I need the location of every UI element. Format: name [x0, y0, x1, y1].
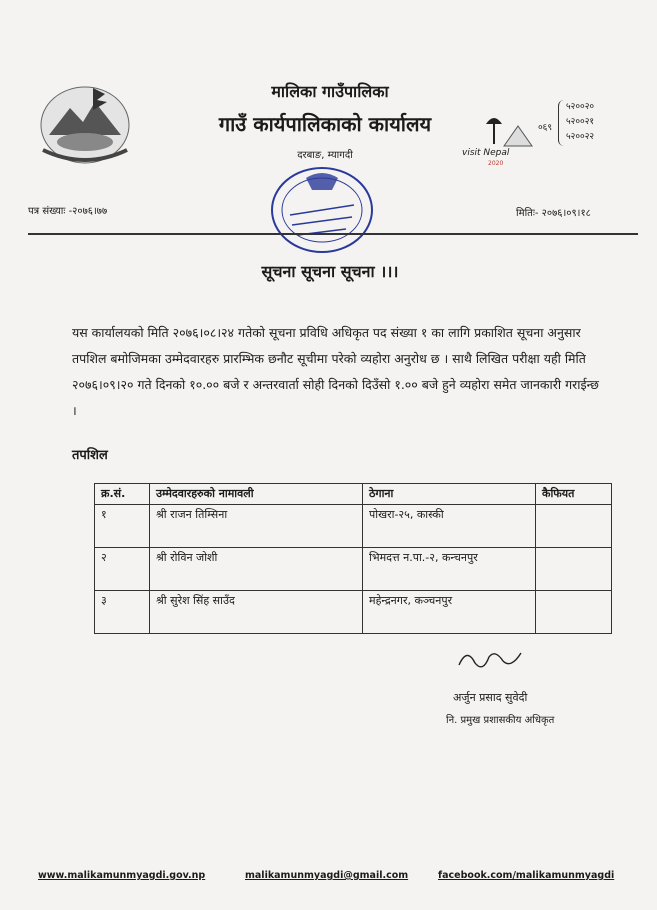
signatory-name: अर्जुन प्रसाद सुवेदी	[453, 691, 528, 704]
office-location: दरबाङ, म्यागदी	[297, 150, 353, 161]
phone-number: ५२००२२	[566, 132, 595, 142]
cell-remark	[536, 591, 612, 634]
notice-body: यस कार्यालयको मिति २०७६।०८।२४ गतेको सूचना प्रविधि अधिकृत पद संख्या १ का लागि प्रकाशित सूचना अनुसार तपशिल बमोजिमका उम्मेदवारहरु प्रारम्भिक छनौट सूचीमा परेको व्यहोरा अनुरोध छ । साथै लिखित परीक्षा यही मिति २०७६।०९।२० गते दिनको १०.०० बजे र अन्तरवार्ता सोही दिनको दिउँसो १.०० बजे हुने व्यहोरा समेत जानकारी गराईन्छ ।	[72, 325, 599, 418]
cell-name: श्री सुरेश सिंह साउँद	[150, 591, 363, 634]
phone-number: ५२००२१	[566, 117, 595, 127]
phone-numbers	[566, 100, 594, 145]
header-sn: क्र.सं.	[95, 484, 150, 505]
reference-number: पत्र संख्याः -२०७६।७७	[28, 206, 108, 217]
header-remark: कैफियत	[536, 484, 612, 505]
table-row	[95, 548, 612, 591]
visit-nepal-logo-icon	[474, 112, 534, 152]
nepal-emblem-icon	[35, 80, 135, 165]
header-address: ठेगाना	[363, 484, 536, 505]
cell-sn: १	[95, 505, 150, 548]
municipality-name: मालिका गाउँपालिका	[271, 82, 389, 101]
cell-sn: ३	[95, 591, 150, 634]
cell-sn: २	[95, 548, 150, 591]
candidate-table	[94, 483, 612, 634]
list-heading: तपशिल	[72, 448, 108, 463]
phone-prefix: ०६९	[538, 123, 553, 133]
visit-nepal-year: 2020	[488, 160, 504, 167]
cell-remark	[536, 505, 612, 548]
phone-brace	[558, 100, 565, 146]
facebook-link[interactable]: facebook.com/malikamunmyagdi	[438, 870, 615, 881]
signatory-title: नि. प्रमुख प्रशासकीय अधिकृत	[446, 715, 555, 726]
cell-address: भिमदत्त न.पा.-२, कन्चनपुर	[363, 548, 536, 591]
header-name: उम्मेदवारहरुको नामावली	[150, 484, 363, 505]
cell-address: पोखरा-२५, कास्की	[363, 505, 536, 548]
website-link[interactable]: www.malikamunmyagdi.gov.np	[38, 870, 206, 881]
header-divider	[28, 233, 638, 235]
letter-date: मितिः- २०७६।०९।१८	[516, 208, 591, 219]
phone-number: ५२००२०	[566, 102, 595, 112]
cell-name: श्री रोविन जोशी	[150, 548, 363, 591]
cell-address: महेन्द्रनगर, कञ्चनपुर	[363, 591, 536, 634]
signature-scribble-icon	[455, 645, 525, 675]
table-header-row	[95, 484, 612, 505]
table-row	[95, 591, 612, 634]
notice-title: सूचना सूचना सूचना ।।।	[261, 262, 399, 281]
cell-name: श्री राजन तिम्सिना	[150, 505, 363, 548]
office-name: गाउँ कार्यपालिकाको कार्यालय	[218, 112, 432, 136]
visit-nepal-text: visit Nepal	[462, 148, 510, 158]
cell-remark	[536, 548, 612, 591]
table-row	[95, 505, 612, 548]
email-link[interactable]: malikamunmyagdi@gmail.com	[245, 870, 409, 881]
office-stamp-icon	[262, 160, 382, 260]
